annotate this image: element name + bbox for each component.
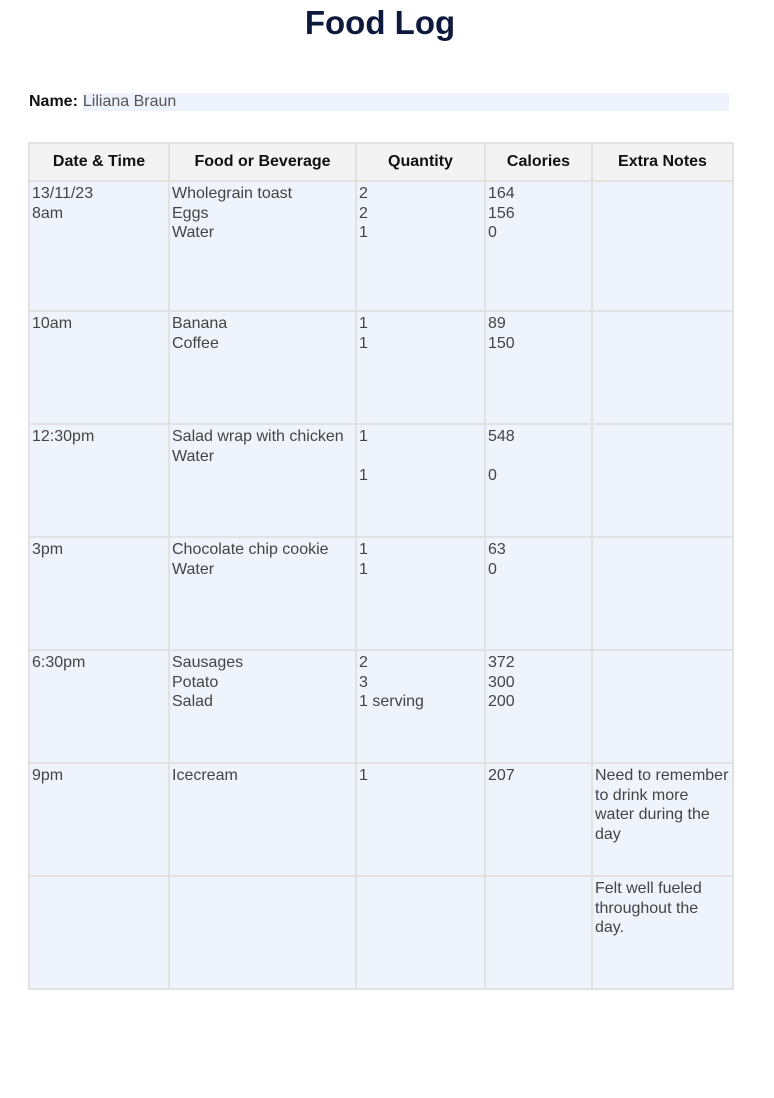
food-item: Water (172, 224, 215, 242)
food-cell[interactable] (169, 424, 356, 537)
header-calories: Calories (485, 143, 592, 181)
quantity-cell[interactable] (356, 763, 485, 876)
food-item: Salad (172, 693, 213, 711)
time-cell[interactable] (29, 537, 169, 650)
food-item: Wholegrain toast (172, 185, 293, 202)
calories-value: 548 (488, 428, 515, 445)
food-item: Chocolate chip cookie (172, 541, 329, 558)
food-cell[interactable] (169, 763, 356, 876)
time-cell[interactable] (29, 650, 169, 763)
calories-value: 372 (488, 654, 515, 671)
food-item: Coffee (172, 334, 219, 352)
name-row (29, 93, 729, 111)
time-text: 12:30pm (32, 428, 95, 445)
quantity-value: 2 (359, 204, 368, 222)
quantity-value: 1 (359, 541, 368, 558)
quantity-value (359, 447, 482, 467)
calories-value: 89 (488, 315, 506, 332)
quantity-cell[interactable] (356, 876, 485, 989)
time-text: 10am (32, 315, 73, 332)
quantity-value: 1 serving (359, 693, 424, 711)
calories-value: 207 (488, 767, 515, 784)
calories-value: 164 (488, 185, 515, 202)
notes-cell[interactable] (592, 311, 733, 424)
time-text: 9pm (32, 767, 64, 784)
food-item: Salad wrap with chicken (172, 428, 344, 445)
name-label: Name: (29, 93, 78, 110)
quantity-value: 3 (359, 673, 368, 691)
food-cell[interactable] (169, 311, 356, 424)
quantity-value: 1 (359, 334, 368, 352)
notes-cell[interactable] (592, 424, 733, 537)
table-row (29, 650, 733, 763)
time-cell[interactable] (29, 311, 169, 424)
calories-cell[interactable] (485, 311, 592, 424)
time-text: 6:30pm (32, 654, 86, 671)
table-row (29, 537, 733, 650)
notes-text: Felt well fueled throughout the day. (595, 880, 702, 937)
calories-value: 150 (488, 334, 515, 352)
table-row (29, 424, 733, 537)
calories-value: 0 (488, 560, 497, 578)
food-item: Water (172, 447, 215, 465)
food-log-table (28, 142, 734, 990)
header-extra-notes: Extra Notes (592, 143, 733, 181)
notes-cell[interactable] (592, 650, 733, 763)
food-item: Potato (172, 673, 219, 691)
calories-cell[interactable] (485, 424, 592, 537)
notes-cell[interactable] (592, 537, 733, 650)
time-cell[interactable] (29, 181, 169, 311)
food-item: Icecream (172, 767, 238, 784)
calories-value (488, 447, 589, 467)
calories-value: 200 (488, 693, 515, 711)
quantity-value: 1 (359, 224, 368, 242)
calories-cell[interactable] (485, 650, 592, 763)
header-date-time: Date & Time (29, 143, 169, 181)
calories-cell[interactable] (485, 876, 592, 989)
notes-text: Need to remember to drink more water during the day (595, 767, 729, 843)
calories-value: 0 (488, 224, 497, 242)
quantity-value: 1 (359, 767, 368, 784)
food-item: Banana (172, 315, 228, 332)
food-item: Sausages (172, 654, 244, 671)
calories-value: 300 (488, 673, 515, 691)
time-text: 13/11/23 (32, 185, 94, 202)
time-text: 3pm (32, 541, 64, 558)
quantity-value: 1 (359, 315, 368, 332)
quantity-value: 2 (359, 185, 368, 202)
quantity-cell[interactable] (356, 181, 485, 311)
calories-value: 63 (488, 541, 506, 558)
header-quantity: Quantity (356, 143, 485, 181)
page-title: Food Log (304, 4, 456, 41)
food-cell[interactable] (169, 876, 356, 989)
food-cell[interactable] (169, 181, 356, 311)
name-field[interactable]: Liliana Braun (83, 93, 729, 111)
notes-cell[interactable] (592, 181, 733, 311)
table-row (29, 876, 733, 989)
table-row (29, 181, 733, 311)
time-cell[interactable] (29, 876, 169, 989)
food-item: Water (172, 560, 215, 578)
quantity-value: 1 (359, 467, 368, 485)
food-cell[interactable] (169, 537, 356, 650)
quantity-value: 2 (359, 654, 368, 671)
table-row (29, 311, 733, 424)
header-food-beverage: Food or Beverage (169, 143, 356, 181)
quantity-cell[interactable] (356, 537, 485, 650)
calories-value: 156 (488, 204, 515, 222)
quantity-cell[interactable] (356, 650, 485, 763)
calories-value: 0 (488, 467, 497, 485)
table-header-row (29, 143, 733, 181)
time-cell[interactable] (29, 763, 169, 876)
table-row (29, 763, 733, 876)
notes-cell[interactable] (592, 876, 733, 989)
quantity-value: 1 (359, 428, 368, 445)
calories-cell[interactable] (485, 181, 592, 311)
calories-cell[interactable] (485, 763, 592, 876)
quantity-cell[interactable] (356, 424, 485, 537)
food-cell[interactable] (169, 650, 356, 763)
notes-cell[interactable] (592, 763, 733, 876)
time-cell[interactable] (29, 424, 169, 537)
time-text: 8am (32, 204, 64, 222)
calories-cell[interactable] (485, 537, 592, 650)
quantity-value: 1 (359, 560, 368, 578)
food-item: Eggs (172, 204, 209, 222)
quantity-cell[interactable] (356, 311, 485, 424)
